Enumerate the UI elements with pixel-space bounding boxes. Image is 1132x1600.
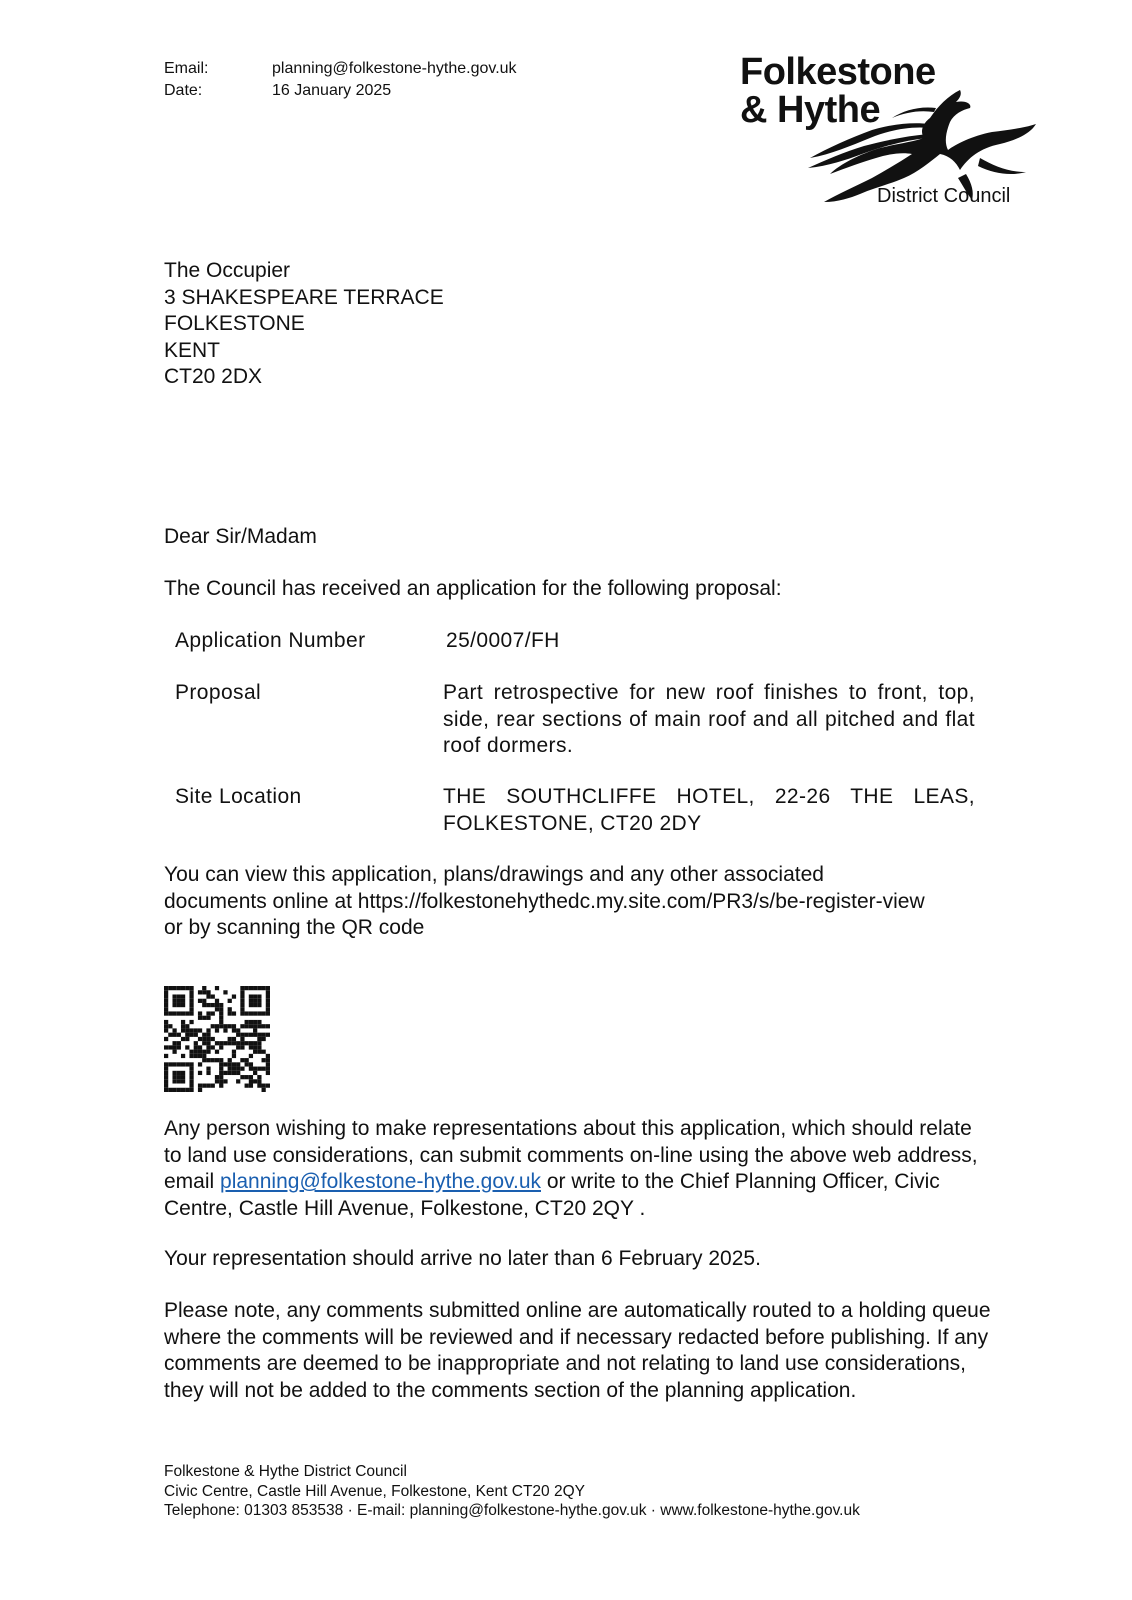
email-label: Email: bbox=[164, 60, 209, 77]
address-line: FOLKESTONE bbox=[164, 312, 305, 335]
council-logo bbox=[740, 52, 1040, 217]
planning-email-link[interactable]: planning@folkestone-hythe.gov.uk bbox=[220, 1170, 541, 1193]
proposal-value: Part retrospective for new roof finishes to front, top, side, rear sections of main roof and all pitched and flat roof dormers. bbox=[443, 681, 975, 757]
note-text: Please note, any comments submitted online are automatically routed to a holding queue where the comments will be reviewed and if necessary redacted before publishing. If any comments are deemed to be inappropriate and not relating to land use considerations, they will not be added to the comments section of the planning application. bbox=[164, 1299, 991, 1402]
representation-text-post: or write to the Chief Planning Officer, Civic Centre, Castle Hill Avenue, Folkestone, CT20 2QY . bbox=[164, 1170, 940, 1220]
address-line: The Occupier bbox=[164, 259, 291, 282]
qr-code-icon[interactable] bbox=[164, 986, 270, 1092]
date-value: 16 January 2025 bbox=[272, 82, 392, 99]
footer-line: Folkestone & Hythe District Council bbox=[164, 1463, 407, 1480]
address-line: 3 SHAKESPEARE TERRACE bbox=[164, 285, 444, 309]
date-label: Date: bbox=[164, 82, 203, 99]
logo-line-2: & Hythe bbox=[740, 89, 881, 131]
view-online-line: or by scanning the QR code bbox=[164, 916, 425, 939]
representation-text bbox=[164, 1116, 994, 1222]
application-number-value: 25/0007/FH bbox=[446, 629, 560, 652]
address-line: KENT bbox=[164, 338, 221, 362]
logo-line-3: District Council bbox=[877, 185, 1011, 207]
header-meta bbox=[164, 58, 584, 108]
footer bbox=[164, 1462, 860, 1521]
logo-line-1: Folkestone bbox=[740, 51, 936, 93]
deadline-text: Your representation should arrive no later than 6 February 2025. bbox=[164, 1247, 761, 1270]
recipient-address bbox=[164, 258, 444, 391]
site-location-value: THE SOUTHCLIFFE HOTEL, 22-26 THE LEAS, FOLKESTONE, CT20 2DY bbox=[443, 785, 975, 835]
representation-text-pre: Any person wishing to make representations about this application, which should relate to land use considerations, can submit comments on-line using the above web address, email bbox=[164, 1117, 978, 1193]
footer-line: Telephone: 01303 853538 · E-mail: planning@folkestone-hythe.gov.uk · www.folkestone-hythe.gov.uk bbox=[164, 1502, 860, 1519]
intro-text: The Council has received an application for the following proposal: bbox=[164, 577, 782, 600]
application-number-label: Application Number bbox=[175, 629, 366, 652]
email-value: planning@folkestone-hythe.gov.uk bbox=[272, 60, 517, 77]
address-line: CT20 2DX bbox=[164, 365, 263, 388]
view-online-line: documents online at https://folkestonehythedc.my.site.com/PR3/s/be-register-view bbox=[164, 889, 925, 913]
salutation: Dear Sir/Madam bbox=[164, 525, 317, 548]
proposal-label: Proposal bbox=[175, 681, 262, 704]
footer-line: Civic Centre, Castle Hill Avenue, Folkestone, Kent CT20 2QY bbox=[164, 1482, 585, 1500]
site-location-label: Site Location bbox=[175, 785, 302, 808]
view-online-line: You can view this application, plans/drawings and any other associated bbox=[164, 863, 824, 886]
view-online-text bbox=[164, 862, 1044, 942]
